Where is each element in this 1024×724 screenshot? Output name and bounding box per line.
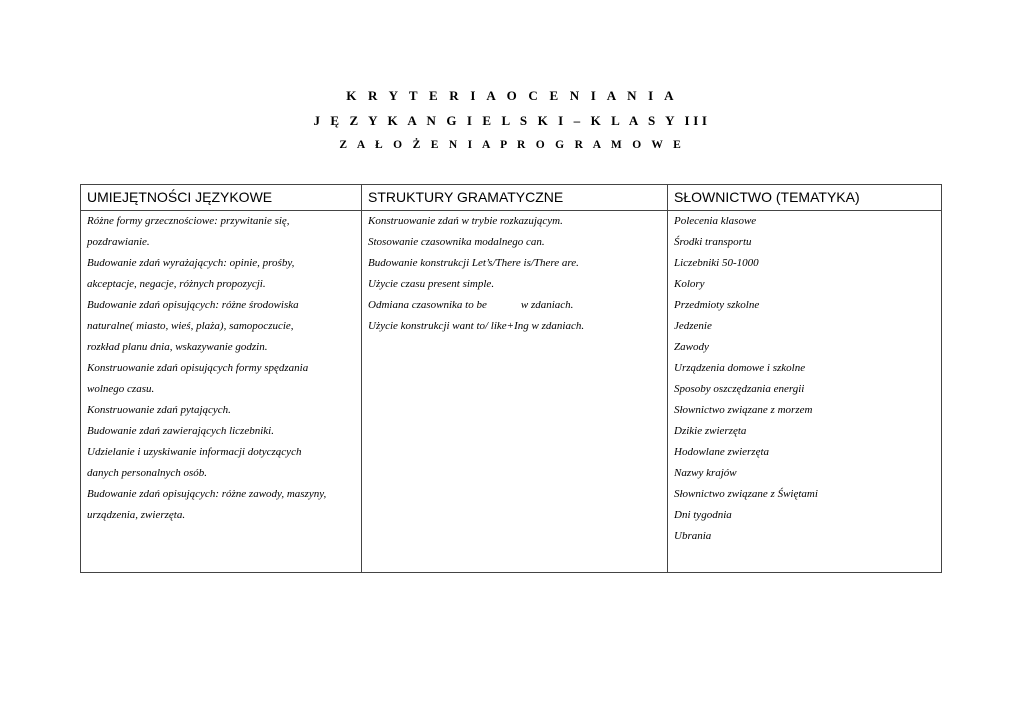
grammar-line: Użycie czasu present simple. [368, 278, 495, 290]
title-line-3: Z A Ł O Ż E N I A P R O G R A M O W E [339, 139, 685, 151]
skills-line: rozkład planu dnia, wskazywanie godzin. [87, 341, 268, 353]
skills-line: Budowanie zdań opisujących: różne środowiska [87, 299, 299, 311]
skills-line: Budowanie zdań opisujących: różne zawody, maszyny, [87, 488, 327, 500]
skills-line: Konstruowanie zdań opisujących formy spędzania [87, 362, 309, 374]
vocabulary-cell [668, 211, 942, 573]
vocabulary-line: Hodowlane zwierzęta [674, 446, 770, 458]
vocabulary-line: Jedzenie [674, 320, 712, 332]
column-header-grammar: STRUKTURY GRAMATYCZNE [362, 185, 668, 211]
vocabulary-line: Liczebniki 50-1000 [674, 257, 759, 269]
column-header-skills: UMIEJĘTNOŚCI JĘZYKOWE [81, 185, 362, 211]
grammar-cell [362, 211, 668, 573]
grammar-line [368, 295, 661, 316]
skills-line: Budowanie zdań wyrażających: opinie, prośby, [87, 257, 295, 269]
vocabulary-line: Sposoby oszczędzania energii [674, 383, 805, 395]
skills-line: Udzielanie i uzyskiwanie informacji dotyczących [87, 446, 302, 458]
grammar-line: Budowanie konstrukcji Let’s/There is/There are. [368, 257, 579, 269]
grammar-line: Konstruowanie zdań w trybie rozkazującym. [368, 215, 563, 227]
skills-line: urządzenia, zwierzęta. [87, 509, 186, 521]
skills-line: akceptacje, negacje, różnych propozycji. [87, 278, 266, 290]
vocabulary-line: Środki transportu [674, 236, 752, 248]
skills-line: wolnego czasu. [87, 383, 155, 395]
vocabulary-line: Nazwy krajów [674, 467, 737, 479]
vocabulary-line: Kolory [674, 278, 705, 290]
column-header-vocabulary: SŁOWNICTWO (TEMATYKA) [668, 185, 942, 211]
grammar-line: Stosowanie czasownika modalnego can. [368, 236, 545, 248]
skills-cell [81, 211, 362, 573]
title-line-1: K R Y T E R I A O C E N I A N I A [346, 88, 678, 103]
table-row [81, 211, 942, 573]
vocabulary-line: Dni tygodnia [674, 509, 732, 521]
vocabulary-line: Zawody [674, 341, 709, 353]
table-header-row [81, 185, 942, 211]
grammar-line-suffix: w zdaniach. [520, 299, 574, 311]
vocabulary-line: Słownictwo związane z Świętami [674, 488, 818, 500]
title-line-2: J Ę Z Y K A N G I E L S K I – K L A S Y III [313, 113, 711, 128]
document-header [0, 86, 1024, 155]
vocabulary-line: Dzikie zwierzęta [674, 425, 747, 437]
grammar-line-text: Odmiana czasownika to be [368, 299, 487, 311]
vocabulary-line: Polecenia klasowe [674, 215, 757, 227]
skills-line: naturalne( miasto, wieś, plaża), samopoczucie, [87, 320, 294, 332]
vocabulary-line: Urządzenia domowe i szkolne [674, 362, 806, 374]
skills-line: Konstruowanie zdań pytających. [87, 404, 231, 416]
vocabulary-line: Przedmioty szkolne [674, 299, 760, 311]
vocabulary-line: Słownictwo związane z morzem [674, 404, 813, 416]
vocabulary-line: Ubrania [674, 530, 712, 542]
skills-line: Budowanie zdań zawierających liczebniki. [87, 425, 274, 437]
skills-line: Różne formy grzecznościowe: przywitanie się, [87, 215, 290, 227]
skills-line: pozdrawianie. [87, 236, 150, 248]
criteria-table [80, 184, 942, 573]
grammar-line: Użycie konstrukcji want to/ like+Ing w zdaniach. [368, 320, 585, 332]
skills-line: danych personalnych osób. [87, 467, 208, 479]
